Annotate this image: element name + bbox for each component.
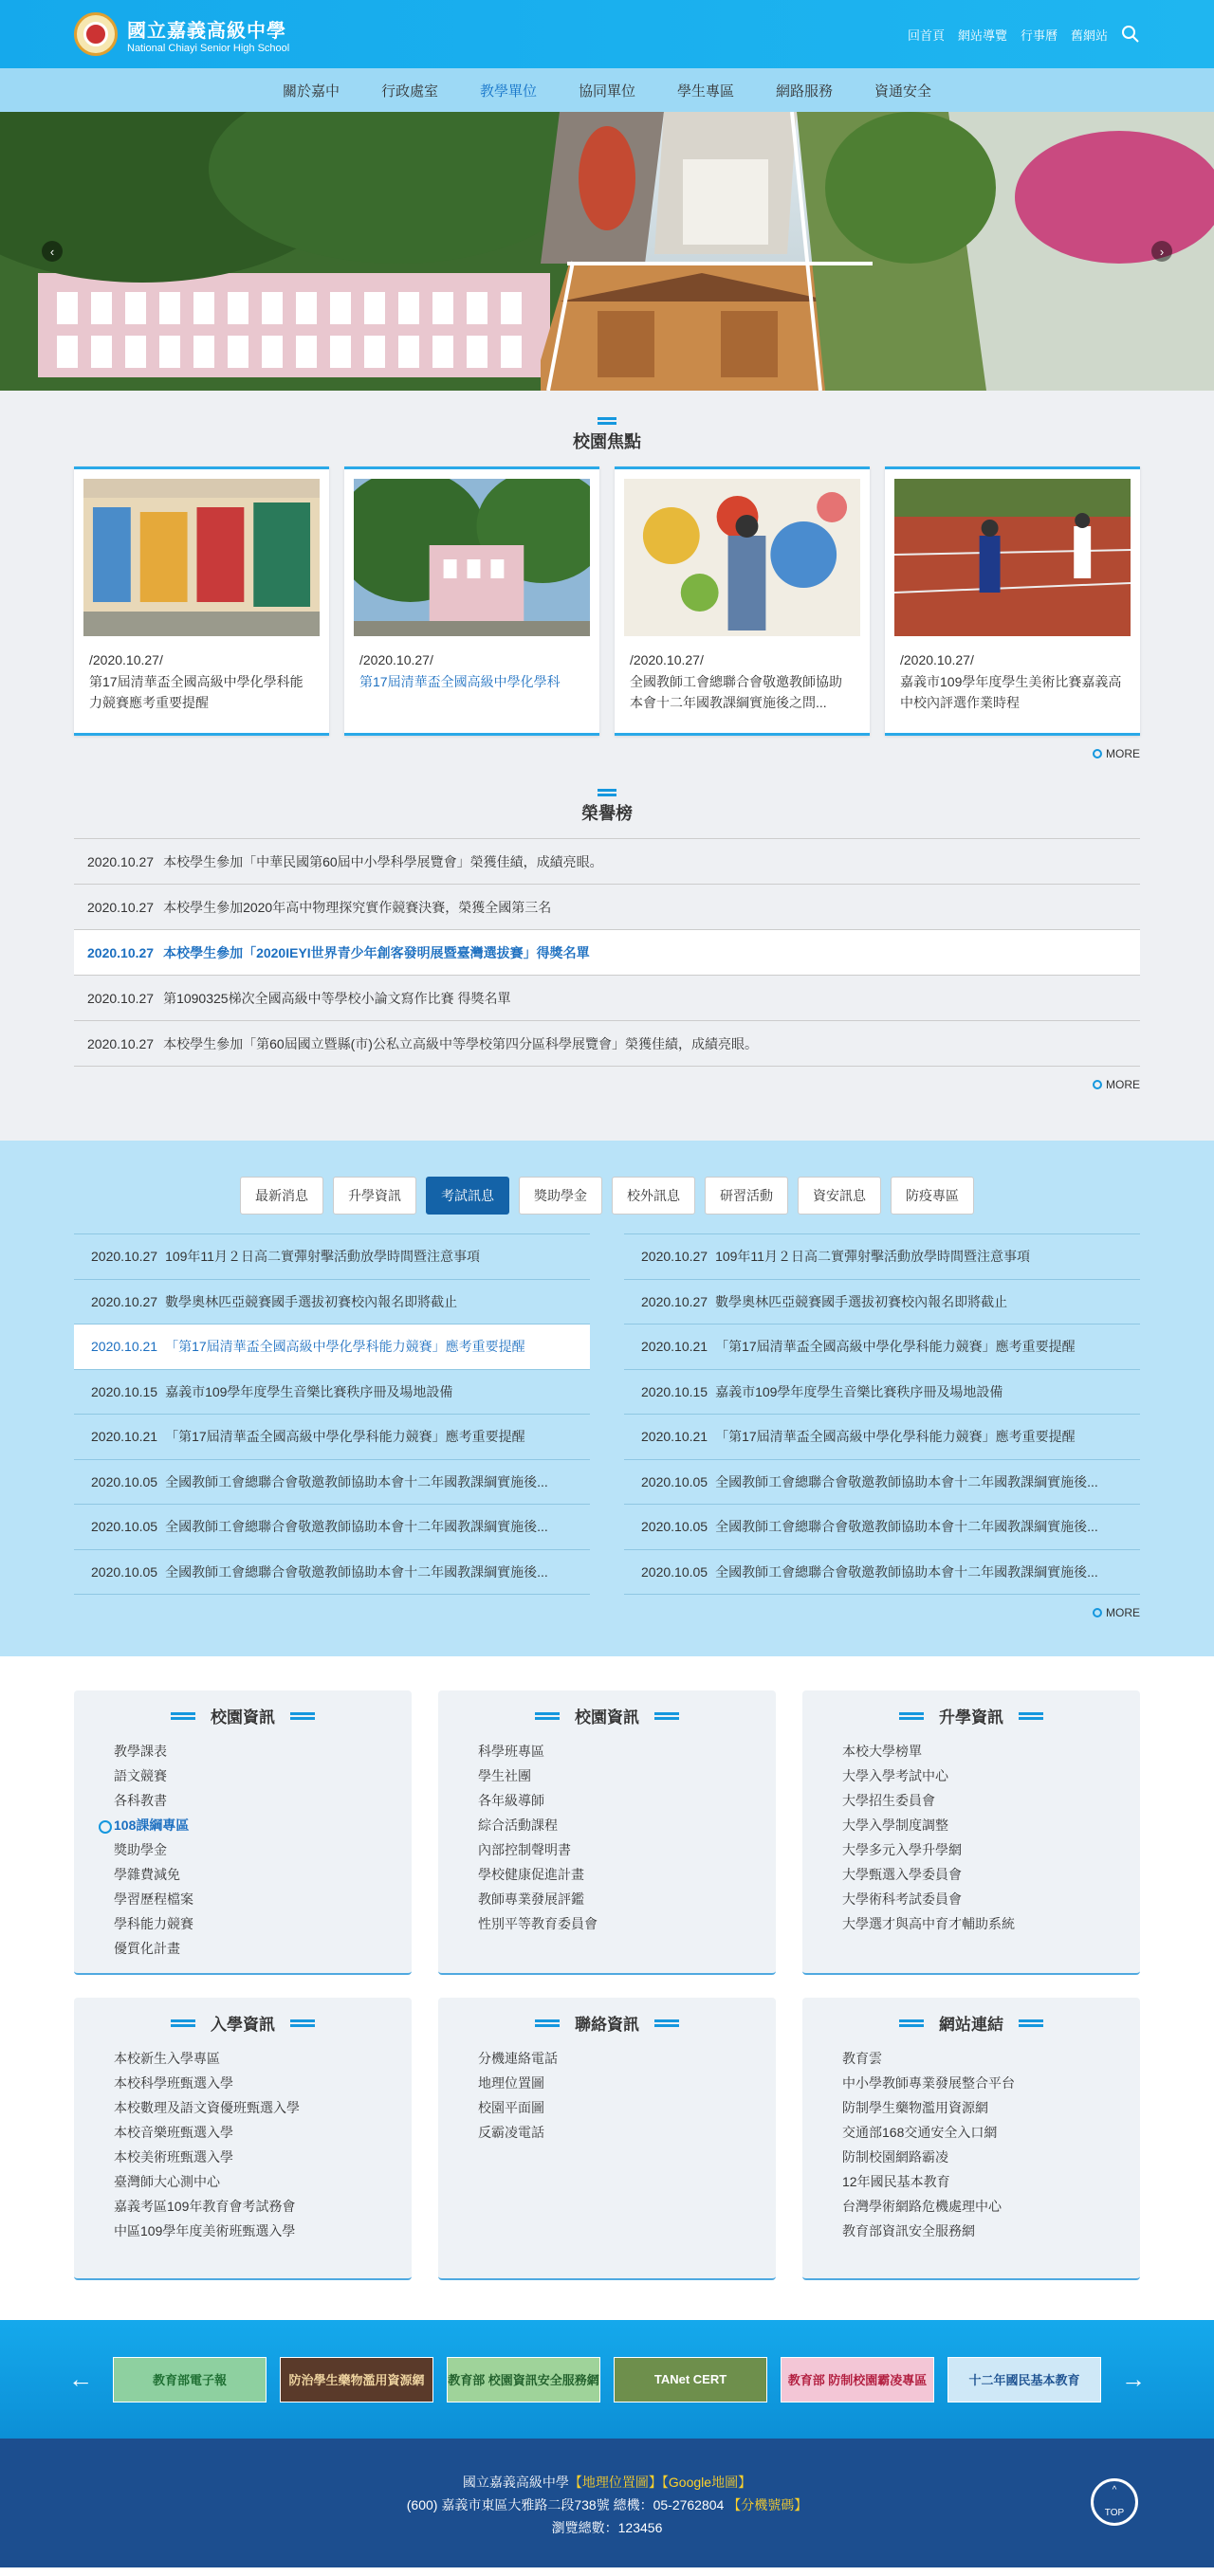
- link-item[interactable]: 科學班專區: [478, 1744, 544, 1759]
- partner-banner[interactable]: 十二年國民基本教育: [947, 2357, 1101, 2402]
- partner-banner[interactable]: 教育部 防制校園霸凌專區: [781, 2357, 934, 2402]
- link-item[interactable]: 語文競賽: [114, 1768, 167, 1783]
- link-item[interactable]: 性別平等教育委員會: [478, 1916, 598, 1931]
- top-link-sitemap[interactable]: 網站導覽: [957, 27, 1007, 43]
- link-item[interactable]: 大學選才與高中育才輔助系統: [842, 1916, 1015, 1931]
- nav-security[interactable]: 資通安全: [874, 82, 932, 100]
- site-header: [0, 0, 1214, 68]
- link-box-web-links: [802, 1998, 1140, 2280]
- site-logo[interactable]: [74, 12, 289, 56]
- link-item[interactable]: 大學甄選入學委員會: [842, 1867, 962, 1882]
- link-box-campus-info: [74, 1690, 412, 1975]
- footer-ext-link[interactable]: 【分機號碼】: [727, 2497, 808, 2512]
- link-item[interactable]: 本校音樂班甄選入學: [114, 2125, 233, 2140]
- back-to-top-button[interactable]: ^ TOP: [1091, 2478, 1138, 2526]
- link-item[interactable]: 地理位置圖: [478, 2075, 544, 2091]
- news-row[interactable]: 2020.10.27 數學奧林匹亞競賽國手選拔初賽校內報名即將截止: [624, 1280, 1140, 1325]
- link-item[interactable]: 本校科學班甄選入學: [114, 2075, 233, 2091]
- link-item[interactable]: 學習歷程檔案: [114, 1891, 193, 1907]
- tab-admission[interactable]: 升學資訊: [333, 1177, 416, 1215]
- link-item[interactable]: 學生社團: [478, 1768, 531, 1783]
- card-date: /2020.10.27/: [89, 652, 163, 667]
- news-section: [0, 1141, 1214, 1656]
- chevron-up-icon: ^: [1112, 2485, 1117, 2495]
- link-item[interactable]: 大學多元入學升學網: [842, 1842, 962, 1857]
- focus-more-link[interactable]: MORE: [74, 747, 1140, 760]
- news-row[interactable]: 2020.10.21 「第17屆清華盃全國高級中學化學科能力競賽」應考重要提醒: [624, 1325, 1140, 1370]
- link-box-admission-info: [74, 1998, 412, 2280]
- link-item[interactable]: 本校美術班甄選入學: [114, 2149, 233, 2165]
- link-item[interactable]: 本校數理及語文資優班甄選入學: [114, 2100, 300, 2115]
- honor-row[interactable]: 2020.10.27 本校學生參加2020年高中物理探究實作競賽決賽，榮獲全國第三名: [74, 885, 1140, 930]
- link-box-title: 校園資訊: [575, 1708, 639, 1726]
- banner-prev-button[interactable]: ‹: [42, 241, 63, 262]
- painting-wall-image: [624, 479, 860, 636]
- honor-more-link[interactable]: MORE: [74, 1078, 1140, 1091]
- arrow-left-icon[interactable]: ←: [68, 2365, 93, 2393]
- link-item[interactable]: 反霸凌電話: [478, 2125, 544, 2140]
- mural-image: [83, 479, 320, 636]
- link-item[interactable]: 分機連絡電話: [478, 2051, 558, 2066]
- top-links: [908, 25, 1140, 44]
- tab-infosec[interactable]: 資安訊息: [798, 1177, 881, 1215]
- track-race-image: [894, 479, 1131, 636]
- tab-workshop[interactable]: 研習活動: [705, 1177, 788, 1215]
- menu-bars-icon: [598, 417, 616, 425]
- campus-building-image: [354, 479, 590, 636]
- news-list-right: [624, 1233, 1140, 1595]
- top-link-old-site[interactable]: 舊網站: [1070, 27, 1108, 43]
- nav-teaching[interactable]: 教學單位: [479, 82, 537, 100]
- circle-icon: [1093, 1608, 1102, 1617]
- link-box-title: 校園資訊: [211, 1708, 275, 1726]
- focus-card[interactable]: [885, 466, 1140, 736]
- link-item[interactable]: 教育部資訊安全服務網: [842, 2223, 975, 2238]
- partner-banner[interactable]: 防治學生藥物濫用資源網: [280, 2357, 433, 2402]
- top-link-calendar[interactable]: 行事曆: [1020, 27, 1058, 43]
- news-row[interactable]: 2020.10.05 全國教師工會總聯合會敬邀教師協助本會十二年國教課綱實施後...: [624, 1460, 1140, 1506]
- link-item[interactable]: 優質化計畫: [114, 1941, 180, 1956]
- card-date: /2020.10.27/: [630, 652, 704, 667]
- news-row[interactable]: 2020.10.21 「第17屆清華盃全國高級中學化學科能力競賽」應考重要提醒: [74, 1325, 590, 1370]
- link-item[interactable]: 內部控制聲明書: [478, 1842, 571, 1857]
- nav-network[interactable]: 網路服務: [776, 82, 834, 100]
- honor-row[interactable]: 2020.10.27 第1090325梯次全國高級中等學校小論文寫作比賽 得獎名單: [74, 976, 1140, 1021]
- link-item[interactable]: 大學入學制度調整: [842, 1818, 948, 1833]
- link-item[interactable]: 中小學教師專業發展整合平台: [842, 2075, 1015, 2091]
- nav-about[interactable]: 關於嘉中: [282, 82, 340, 100]
- link-box-college-info: [802, 1690, 1140, 1975]
- link-box-contact-info: [438, 1998, 776, 2280]
- news-tabs: [74, 1177, 1140, 1215]
- link-item[interactable]: 各科教書: [114, 1793, 167, 1808]
- school-emblem-icon: [74, 12, 118, 56]
- arrow-right-icon[interactable]: →: [1121, 2365, 1146, 2393]
- school-name-en: National Chiayi Senior High School: [127, 42, 290, 54]
- card-title[interactable]: 第17屆清華盃全國高級中學化學科能力競賽應考重要提醒: [89, 674, 304, 710]
- link-item[interactable]: 學科能力競賽: [114, 1916, 193, 1931]
- card-title[interactable]: 嘉義市109學年度學生美術比賽嘉義高中校內評選作業時程: [900, 674, 1122, 710]
- news-row[interactable]: 2020.10.15 嘉義市109學年度學生音樂比賽秩序冊及場地設備: [74, 1370, 590, 1416]
- hero-banner: [0, 112, 1214, 391]
- link-item[interactable]: 臺灣師大心測中心: [114, 2174, 220, 2189]
- news-list-left: [74, 1233, 590, 1595]
- link-item[interactable]: 防制學生藥物濫用資源網: [842, 2100, 988, 2115]
- card-date: /2020.10.27/: [900, 652, 974, 667]
- nav-partner[interactable]: 協同單位: [578, 82, 635, 100]
- news-row[interactable]: 2020.10.27 109年11月２日高二實彈射擊活動放學時間暨注意事項: [74, 1234, 590, 1280]
- honor-section: [74, 789, 1140, 1091]
- link-item[interactable]: 本校新生入學專區: [114, 2051, 220, 2066]
- search-icon[interactable]: [1121, 25, 1140, 44]
- news-row[interactable]: 2020.10.27 數學奧林匹亞競賽國手選拔初賽校內報名即將截止: [74, 1280, 590, 1325]
- focus-card[interactable]: [344, 466, 599, 736]
- link-item[interactable]: 大學入學考試中心: [842, 1768, 948, 1783]
- footer-map-link[interactable]: 【地理位置圖】: [568, 2475, 662, 2490]
- link-box-title: 網站連結: [939, 2016, 1003, 2034]
- circle-icon: [1093, 1080, 1102, 1089]
- link-box-campus-info-2: [438, 1690, 776, 1975]
- link-item[interactable]: 校園平面圖: [478, 2100, 544, 2115]
- focus-card[interactable]: [74, 466, 329, 736]
- tab-scholarship[interactable]: 獎助學金: [519, 1177, 602, 1215]
- tab-epidemic[interactable]: 防疫專區: [891, 1177, 974, 1215]
- link-item[interactable]: 嘉義考區109年教育會考試務會: [114, 2199, 296, 2214]
- partner-banner[interactable]: 教育部電子報: [113, 2357, 267, 2402]
- news-row[interactable]: 2020.10.21 「第17屆清華盃全國高級中學化學科能力競賽」應考重要提醒: [74, 1415, 590, 1460]
- honor-row[interactable]: 2020.10.27 本校學生參加「第60屆國立暨縣(市)公私立高級中等學校第四分區科學展覽會」榮獲佳績，成績亮眼。: [74, 1021, 1140, 1067]
- banner-next-button[interactable]: ›: [1151, 241, 1172, 262]
- menu-bars-icon: [598, 789, 616, 796]
- link-item[interactable]: 學校健康促進計畫: [478, 1867, 584, 1882]
- news-row[interactable]: 2020.10.05 全國教師工會總聯合會敬邀教師協助本會十二年國教課綱實施後...: [74, 1460, 590, 1506]
- footer-visit-count: 瀏覽總數：123456: [551, 2520, 663, 2535]
- site-footer: [0, 2439, 1214, 2567]
- link-item[interactable]: 各年級導師: [478, 1793, 544, 1808]
- footer-school-name: 國立嘉義高級中學: [462, 2475, 569, 2490]
- focus-cards: [74, 466, 1140, 736]
- honor-title: 榮譽榜: [581, 804, 633, 823]
- link-item[interactable]: 交通部168交通安全入口網: [842, 2125, 998, 2140]
- link-item[interactable]: 108課綱專區: [114, 1813, 412, 1837]
- honor-list: [74, 838, 1140, 1067]
- link-box-title: 聯絡資訊: [575, 2016, 639, 2034]
- card-title[interactable]: 全國教師工會總聯合會敬邀教師協助本會十二年國教課綱實施後之問...: [630, 674, 842, 710]
- banner-photo-collage: [0, 112, 1214, 391]
- link-item[interactable]: 台灣學術網路危機處理中心: [842, 2199, 1002, 2214]
- nav-students[interactable]: 學生專區: [677, 82, 735, 100]
- link-item[interactable]: 獎助學金: [114, 1842, 167, 1857]
- link-item[interactable]: 中區109學年度美術班甄選入學: [114, 2223, 296, 2238]
- news-row[interactable]: 2020.10.05 全國教師工會總聯合會敬邀教師協助本會十二年國教課綱實施後...: [624, 1505, 1140, 1550]
- link-item[interactable]: 教學課表: [114, 1744, 167, 1759]
- partner-banner[interactable]: TANet CERT: [614, 2357, 767, 2402]
- card-date: /2020.10.27/: [359, 652, 433, 667]
- link-box-title: 入學資訊: [211, 2016, 275, 2034]
- link-item[interactable]: 12年國民基本教育: [842, 2174, 950, 2189]
- news-row[interactable]: 2020.10.05 全國教師工會總聯合會敬邀教師協助本會十二年國教課綱實施後...: [624, 1550, 1140, 1596]
- focus-title: 校園焦點: [573, 432, 641, 451]
- news-more-link[interactable]: MORE: [74, 1606, 1140, 1619]
- circle-icon: [1093, 749, 1102, 758]
- tab-external[interactable]: 校外訊息: [612, 1177, 695, 1215]
- school-name-zh: 國立嘉義高級中學: [127, 20, 286, 42]
- link-item[interactable]: 綜合活動課程: [478, 1818, 558, 1833]
- tab-exam[interactable]: 考試訊息: [426, 1177, 509, 1215]
- card-title[interactable]: 第17屆清華盃全國高級中學化學科: [359, 674, 561, 689]
- link-item[interactable]: 大學招生委員會: [842, 1793, 935, 1808]
- honor-row[interactable]: 2020.10.27 本校學生參加「中華民國第60屆中小學科學展覽會」榮獲佳績，成績亮眼。: [74, 839, 1140, 885]
- top-link-home[interactable]: 回首頁: [907, 27, 945, 43]
- focus-card[interactable]: [615, 466, 870, 736]
- footer-address: (600) 嘉義市東區大雅路二段738號 總機：05-2762804: [406, 2497, 725, 2512]
- main-nav: [0, 68, 1214, 112]
- quick-links-section: [0, 1656, 1214, 2320]
- news-row[interactable]: 2020.10.15 嘉義市109學年度學生音樂比賽秩序冊及場地設備: [624, 1370, 1140, 1416]
- nav-admin[interactable]: 行政處室: [380, 82, 438, 100]
- honor-row[interactable]: 2020.10.27 本校學生參加「2020IEYI世界青少年創客發明展暨臺灣選拔賽」得獎名單: [74, 930, 1140, 976]
- partner-carousel: [0, 2320, 1214, 2439]
- news-row[interactable]: 2020.10.05 全國教師工會總聯合會敬邀教師協助本會十二年國教課綱實施後...: [74, 1505, 590, 1550]
- tab-latest[interactable]: 最新消息: [240, 1177, 323, 1215]
- link-item[interactable]: 大學術科考試委員會: [842, 1891, 962, 1907]
- link-item[interactable]: 本校大學榜單: [842, 1744, 922, 1759]
- news-row[interactable]: 2020.10.05 全國教師工會總聯合會敬邀教師協助本會十二年國教課綱實施後...: [74, 1550, 590, 1596]
- news-row[interactable]: 2020.10.21 「第17屆清華盃全國高級中學化學科能力競賽」應考重要提醒: [624, 1415, 1140, 1460]
- partner-banner[interactable]: 教育部 校園資訊安全服務網: [447, 2357, 600, 2402]
- link-item[interactable]: 防制校園網路霸凌: [842, 2149, 948, 2165]
- link-item[interactable]: 教師專業發展評鑑: [478, 1891, 584, 1907]
- link-box-title: 升學資訊: [939, 1708, 1003, 1726]
- link-item[interactable]: 學雜費減免: [114, 1867, 180, 1882]
- news-row[interactable]: 2020.10.27 109年11月２日高二實彈射擊活動放學時間暨注意事項: [624, 1234, 1140, 1280]
- focus-section: [0, 391, 1214, 1141]
- link-item[interactable]: 教育雲: [842, 2051, 882, 2066]
- footer-google-map-link[interactable]: 【Google地圖】: [661, 2475, 752, 2490]
